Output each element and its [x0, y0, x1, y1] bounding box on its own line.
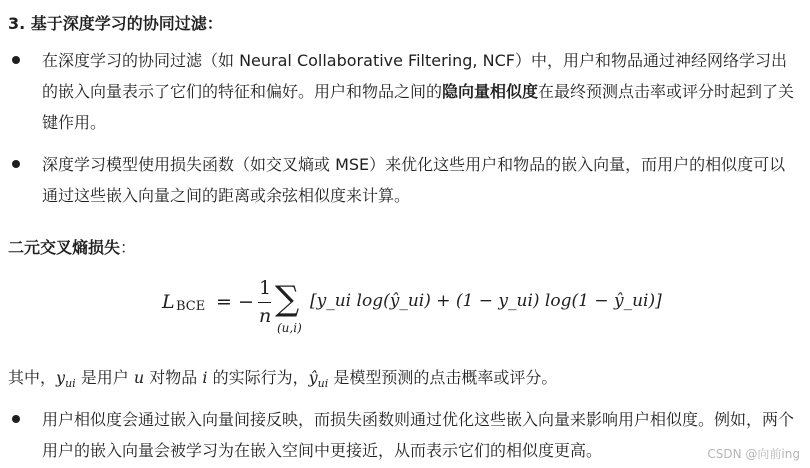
bce-label: 二元交叉熵损失	[8, 238, 121, 257]
formula-sum-symbol: ∑	[275, 279, 300, 319]
var-y-subscript: ui	[65, 377, 76, 391]
bullet-paragraph-user-similarity: 用户相似度会通过嵌入向量间接反映，而损失函数则通过优化这些嵌入向量来影响用户相似度。例如，两个用户的嵌入向量会被学习为在嵌入空间中更接近，从而表示它们的相似度更高。	[42, 410, 795, 460]
formula-fraction-bar	[258, 302, 271, 303]
section-heading: 3. 基于深度学习的协同过滤：	[8, 14, 223, 33]
where-explanation	[8, 366, 557, 396]
formula-numerator: 1	[259, 277, 272, 299]
formula-equals-minus: = −	[216, 291, 254, 313]
ncf-text-a: 在深度学习的协同过滤（如 Neural Collaborative Filtering, NCF）中，用户和物品通过神经网络学习出的嵌入向量表示了它们的特征和偏好。用户和物品之间的	[42, 51, 787, 101]
var-u: u	[133, 368, 145, 387]
var-yhat: ŷ	[308, 368, 318, 387]
ncf-text-b: 在最终预测点击率或评分时起到了关键作用。	[42, 82, 795, 132]
formula-body: [y_ui log(ŷ_ui) + (1 − y_ui) log(1 − ŷ_ui)]	[310, 291, 662, 311]
bce-colon: ：	[120, 238, 137, 257]
where-mid-2: 对物品	[144, 368, 203, 387]
formula-sum-index: (u,i)	[277, 321, 302, 335]
var-i: i	[202, 368, 208, 387]
bullet-paragraph-ncf	[42, 45, 797, 138]
latent-similarity-emphasis: 隐向量相似度	[442, 82, 539, 101]
formula-denominator: n	[259, 305, 272, 327]
bce-subheading	[8, 236, 136, 260]
where-mid-1: 是用户	[75, 368, 134, 387]
var-y: y	[56, 368, 66, 387]
var-yhat-subscript: ui	[317, 377, 329, 391]
bullet-dot-1	[12, 56, 20, 64]
where-mid-3: 的实际行为，	[207, 368, 309, 387]
source-watermark: CSDN @向前ing	[707, 447, 800, 461]
bullet-dot-2	[12, 160, 20, 168]
where-prefix: 其中，	[8, 368, 57, 387]
formula-lhs-subscript: BCE	[176, 299, 206, 314]
formula-lhs: L	[162, 291, 175, 313]
where-suffix: 是模型预测的点击概率或评分。	[328, 368, 558, 387]
bullet-dot-3	[12, 415, 20, 423]
bullet-paragraph-loss-optimization: 深度学习模型使用损失函数（如交叉熵或 MSE）来优化这些用户和物品的嵌入向量，而用户的相似度可以通过这些嵌入向量之间的距离或余弦相似度来计算。	[42, 155, 786, 205]
